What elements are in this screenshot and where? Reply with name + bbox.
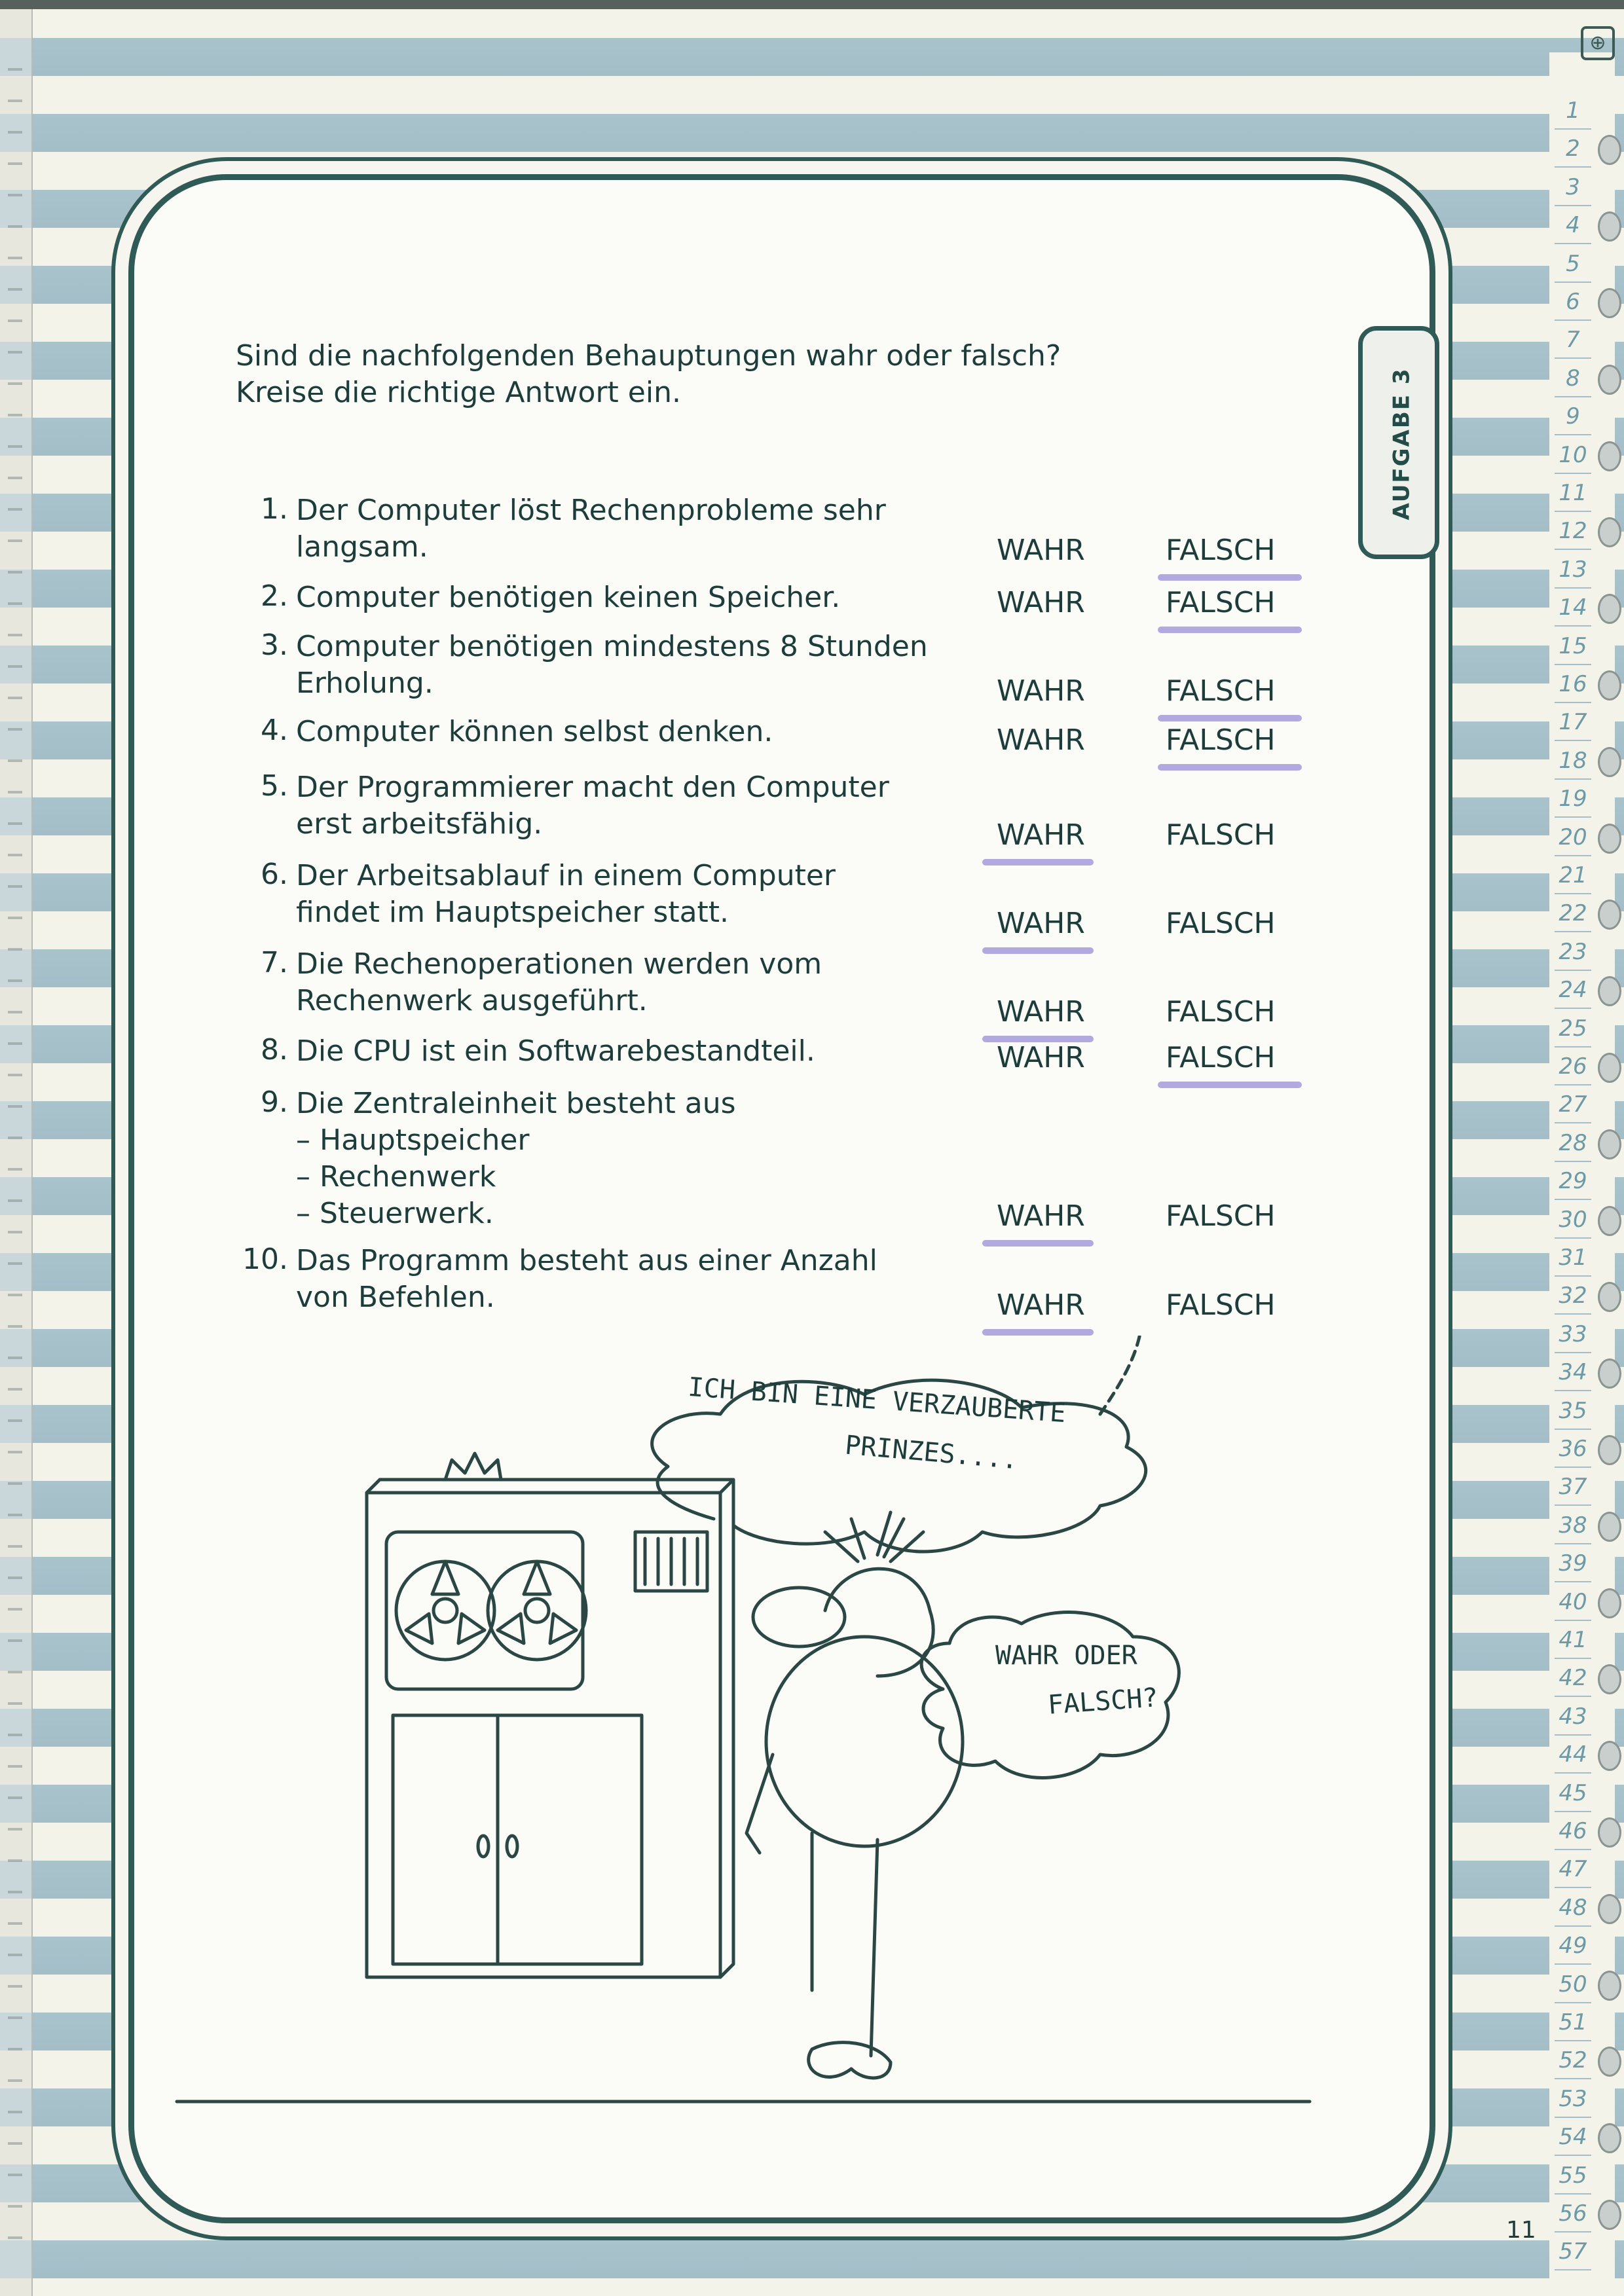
margin-line-number: 55 bbox=[1555, 2157, 1591, 2195]
highlight-mark bbox=[982, 859, 1094, 866]
margin-line-number: 51 bbox=[1555, 2003, 1591, 2041]
top-edge bbox=[0, 0, 1624, 9]
margin-line-number: 4 bbox=[1555, 206, 1591, 244]
margin-line-number: 32 bbox=[1555, 1277, 1591, 1315]
margin-line-number: 53 bbox=[1555, 2080, 1591, 2118]
crown-icon bbox=[445, 1453, 501, 1480]
margin-line-number: 56 bbox=[1555, 2195, 1591, 2232]
margin-line-number: 46 bbox=[1555, 1812, 1591, 1850]
answer-wahr[interactable]: WAHR bbox=[997, 995, 1085, 1029]
margin-line-number: 23 bbox=[1555, 933, 1591, 971]
margin-line-number: 28 bbox=[1555, 1124, 1591, 1162]
answer-falsch[interactable]: FALSCH bbox=[1166, 1199, 1276, 1233]
answer-falsch[interactable]: FALSCH bbox=[1166, 1288, 1276, 1322]
margin-line-number: 21 bbox=[1555, 856, 1591, 894]
question-text-line: findet im Hauptspeicher statt. bbox=[296, 896, 729, 929]
perforation-hole bbox=[1598, 824, 1621, 854]
margin-line-number: 42 bbox=[1555, 1659, 1591, 1697]
margin-line-number: 57 bbox=[1555, 2232, 1591, 2270]
highlight-mark bbox=[982, 1329, 1094, 1336]
tape-reel-right bbox=[488, 1561, 586, 1660]
instructions bbox=[236, 338, 1218, 411]
margin-line-number: 7 bbox=[1555, 321, 1591, 359]
margin-line-number: 39 bbox=[1555, 1544, 1591, 1582]
perforation-hole bbox=[1598, 1817, 1621, 1848]
margin-line-number: 44 bbox=[1555, 1736, 1591, 1774]
margin-line-number: 35 bbox=[1555, 1392, 1591, 1430]
margin-line-number: 22 bbox=[1555, 894, 1591, 932]
margin-line-number: 41 bbox=[1555, 1621, 1591, 1659]
margin-line-number: 2 bbox=[1555, 130, 1591, 168]
question-text-line: von Befehlen. bbox=[296, 1281, 495, 1314]
margin-line-number: 15 bbox=[1555, 627, 1591, 665]
question-number: 3. bbox=[261, 629, 288, 662]
perforation-hole bbox=[1598, 1741, 1621, 1771]
answer-wahr[interactable]: WAHR bbox=[997, 1199, 1085, 1233]
margin-line-number: 38 bbox=[1555, 1506, 1591, 1544]
perforation-hole bbox=[1598, 1129, 1621, 1159]
question-text-line: Die Zentraleinheit besteht aus bbox=[296, 1087, 736, 1120]
margin-line-number: 26 bbox=[1555, 1048, 1591, 1085]
margin-line-number: 40 bbox=[1555, 1583, 1591, 1621]
margin-line-number: 10 bbox=[1555, 436, 1591, 474]
answer-falsch[interactable]: FALSCH bbox=[1166, 907, 1276, 940]
margin-line-number: 5 bbox=[1555, 245, 1591, 283]
question-number: 6. bbox=[261, 858, 288, 891]
corner-marker-icon: ⊕ bbox=[1581, 26, 1615, 60]
perforation-hole bbox=[1598, 441, 1621, 471]
page-number: 11 bbox=[1506, 2217, 1536, 2244]
margin-line-number: 17 bbox=[1555, 703, 1591, 741]
question-number: 9. bbox=[261, 1085, 288, 1119]
answer-falsch[interactable]: FALSCH bbox=[1166, 534, 1276, 567]
answer-falsch[interactable]: FALSCH bbox=[1166, 818, 1276, 852]
highlight-mark bbox=[1158, 574, 1302, 581]
margin-line-number: 34 bbox=[1555, 1353, 1591, 1391]
instruction-line-2: Kreise die richtige Antwort ein. bbox=[236, 376, 681, 409]
highlight-mark bbox=[982, 1240, 1094, 1247]
margin-line-number: 43 bbox=[1555, 1698, 1591, 1736]
perforation-hole bbox=[1598, 1512, 1621, 1542]
question-text-line: Die CPU ist ein Softwarebestandteil. bbox=[296, 1034, 815, 1068]
task-tab-label: AUFGABE 3 bbox=[1388, 367, 1414, 520]
margin-line-number: 8 bbox=[1555, 359, 1591, 397]
answer-falsch[interactable]: FALSCH bbox=[1166, 586, 1276, 619]
margin-line-number: 54 bbox=[1555, 2118, 1591, 2156]
margin-line-number: 16 bbox=[1555, 665, 1591, 703]
computer-speech-line-1: ICH BIN EINE VERZAUBERTE bbox=[687, 1372, 1067, 1429]
question-number: 8. bbox=[261, 1033, 288, 1066]
computer-cabinet bbox=[367, 1493, 720, 1977]
margin-line-number: 25 bbox=[1555, 1010, 1591, 1048]
question-text-line: – Steuerwerk. bbox=[296, 1197, 494, 1230]
margin-line-number: 3 bbox=[1555, 168, 1591, 206]
question-text-line: Computer können selbst denken. bbox=[296, 715, 773, 748]
answer-wahr[interactable]: WAHR bbox=[997, 818, 1085, 852]
margin-line-number: 9 bbox=[1555, 397, 1591, 435]
perforation-hole bbox=[1598, 594, 1621, 624]
question-number: 4. bbox=[261, 714, 288, 747]
question-text-line: Die Rechenoperationen werden vom bbox=[296, 947, 822, 981]
instruction-line-1: Sind die nachfolgenden Behauptungen wahr oder falsch? bbox=[236, 339, 1061, 373]
highlight-mark bbox=[1158, 764, 1302, 771]
answer-falsch[interactable]: FALSCH bbox=[1166, 1041, 1276, 1074]
highlight-mark bbox=[1158, 1082, 1302, 1088]
answer-wahr[interactable]: WAHR bbox=[997, 1288, 1085, 1322]
question-text-line: Der Arbeitsablauf in einem Computer bbox=[296, 859, 836, 892]
margin-line-number: 50 bbox=[1555, 1965, 1591, 2003]
answer-wahr[interactable]: WAHR bbox=[997, 1041, 1085, 1074]
question-text-line: Rechenwerk ausgeführt. bbox=[296, 984, 648, 1017]
highlight-mark bbox=[1158, 715, 1302, 721]
margin-line-number: 29 bbox=[1555, 1162, 1591, 1200]
question-number: 7. bbox=[261, 946, 288, 979]
answer-wahr[interactable]: WAHR bbox=[997, 723, 1085, 757]
margin-line-number: 30 bbox=[1555, 1201, 1591, 1239]
question-number: 5. bbox=[261, 769, 288, 803]
margin-line-number: 18 bbox=[1555, 742, 1591, 780]
perforation-hole bbox=[1598, 1206, 1621, 1236]
cartoon-illustration bbox=[170, 1336, 1375, 2121]
answer-falsch[interactable]: FALSCH bbox=[1166, 674, 1276, 708]
margin-line-number: 20 bbox=[1555, 818, 1591, 856]
question-number: 1. bbox=[261, 492, 288, 526]
perforation-hole bbox=[1598, 1971, 1621, 2001]
perforation-hole bbox=[1598, 976, 1621, 1006]
answer-falsch[interactable]: FALSCH bbox=[1166, 723, 1276, 757]
computer-speech-line-2: PRINZES.... bbox=[843, 1430, 1020, 1476]
question-text-line: – Hauptspeicher bbox=[296, 1123, 530, 1157]
question-text-line: – Rechenwerk bbox=[296, 1160, 496, 1194]
answer-wahr[interactable]: WAHR bbox=[997, 534, 1085, 567]
perforation-hole bbox=[1598, 1588, 1621, 1618]
question-text-line: erst arbeitsfähig. bbox=[296, 807, 543, 841]
margin-line-number: 1 bbox=[1555, 92, 1591, 130]
margin-line-number: 31 bbox=[1555, 1239, 1591, 1277]
margin-line-number: 14 bbox=[1555, 589, 1591, 627]
cartoon-person bbox=[747, 1512, 963, 2078]
tape-reel-left bbox=[396, 1561, 494, 1660]
perforation-hole bbox=[1598, 2200, 1621, 2230]
perforation-hole bbox=[1598, 288, 1621, 318]
margin-line-number: 47 bbox=[1555, 1850, 1591, 1888]
perforation-hole bbox=[1598, 1053, 1621, 1083]
question-number: 10. bbox=[242, 1243, 288, 1276]
question-text-line: Erholung. bbox=[296, 666, 434, 700]
binding-holes bbox=[8, 39, 22, 2265]
answer-falsch[interactable]: FALSCH bbox=[1166, 995, 1276, 1029]
perforation-hole bbox=[1598, 1435, 1621, 1465]
margin-line-number: 36 bbox=[1555, 1430, 1591, 1468]
perforation-hole bbox=[1598, 211, 1621, 242]
question-text-line: Computer benötigen keinen Speicher. bbox=[296, 581, 841, 614]
perforation-hole bbox=[1598, 1894, 1621, 1924]
answer-wahr[interactable]: WAHR bbox=[997, 907, 1085, 940]
highlight-mark bbox=[982, 947, 1094, 954]
question-text-line: langsam. bbox=[296, 530, 428, 564]
margin-line-number: 6 bbox=[1555, 283, 1591, 321]
margin-line-number: 52 bbox=[1555, 2041, 1591, 2079]
answer-wahr[interactable]: WAHR bbox=[997, 586, 1085, 619]
answer-wahr[interactable]: WAHR bbox=[997, 674, 1085, 708]
margin-line-number: 48 bbox=[1555, 1889, 1591, 1927]
margin-line-number: 33 bbox=[1555, 1315, 1591, 1353]
margin-line-number: 19 bbox=[1555, 780, 1591, 818]
perforation-hole bbox=[1598, 670, 1621, 701]
perforation-hole bbox=[1598, 2123, 1621, 2153]
person-thought-line-2: FALSCH? bbox=[1046, 1683, 1159, 1721]
perforation-hole bbox=[1598, 1358, 1621, 1389]
question-number: 2. bbox=[261, 579, 288, 613]
question-text-line: Der Programmierer macht den Computer bbox=[296, 771, 889, 804]
question-text-line: Das Programm besteht aus einer Anzahl bbox=[296, 1244, 877, 1277]
margin-line-number: 24 bbox=[1555, 971, 1591, 1009]
person-thought-line-1: WAHR ODER bbox=[995, 1641, 1137, 1671]
margin-line-number: 12 bbox=[1555, 512, 1591, 550]
perforation-hole bbox=[1598, 747, 1621, 777]
question-text-line: Der Computer löst Rechenprobleme sehr bbox=[296, 494, 886, 527]
question-text-line: Computer benötigen mindestens 8 Stunden bbox=[296, 630, 928, 663]
margin-line-number: 49 bbox=[1555, 1927, 1591, 1965]
margin-line-number: 13 bbox=[1555, 551, 1591, 589]
margin-line-number: 11 bbox=[1555, 474, 1591, 512]
margin-line-number: 37 bbox=[1555, 1468, 1591, 1506]
highlight-mark bbox=[1158, 627, 1302, 633]
margin-line-number: 27 bbox=[1555, 1085, 1591, 1123]
perforation-hole bbox=[1598, 365, 1621, 395]
margin-line-number: 45 bbox=[1555, 1774, 1591, 1812]
